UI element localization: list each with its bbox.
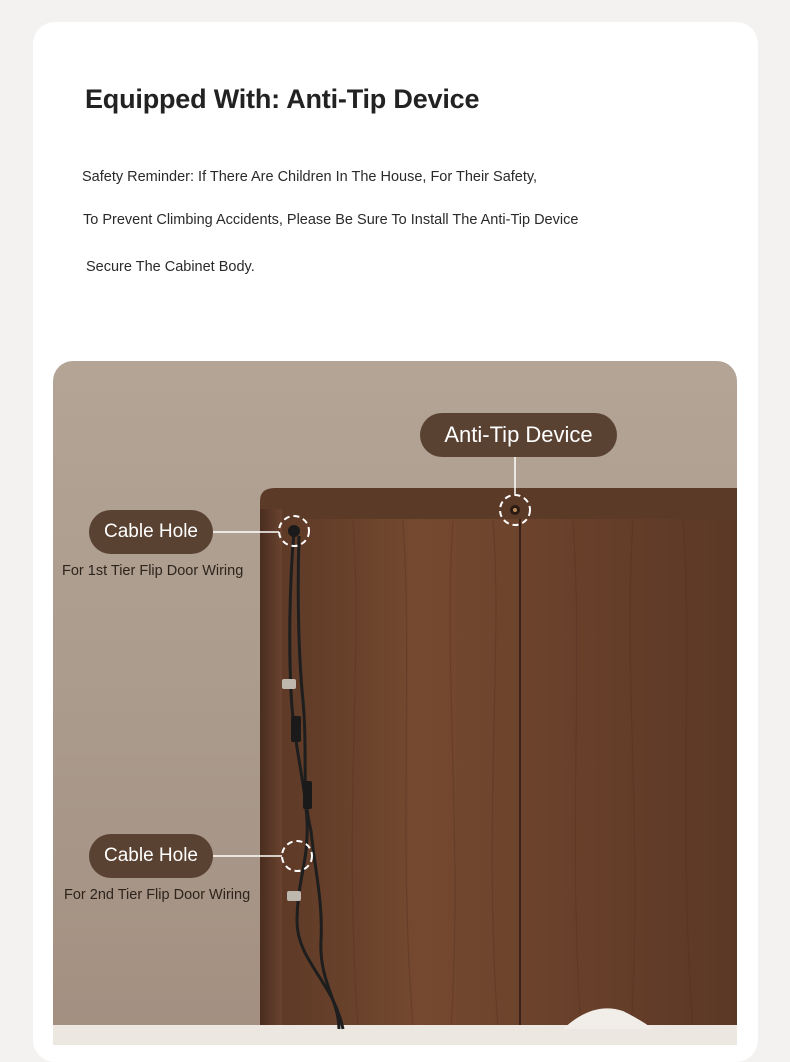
cable-clip: [287, 891, 301, 901]
safety-reminder-line-3: Secure The Cabinet Body.: [86, 259, 255, 275]
safety-reminder-line-1: Safety Reminder: If There Are Children In The House, For Their Safety,: [82, 169, 538, 185]
cabinet-side: [260, 509, 282, 1029]
cable-hole-1: [288, 525, 300, 537]
cable-connector: [291, 716, 301, 742]
product-photo: [53, 361, 737, 1045]
cable-hole-1-label: Cable Hole: [89, 510, 213, 554]
cabinet-illustration: [53, 361, 737, 1045]
cable-hole-2-note: For 2nd Tier Flip Door Wiring: [64, 887, 251, 903]
cable-clip: [282, 679, 296, 689]
cable-connector: [303, 781, 312, 809]
anti-tip-device-label: Anti-Tip Device: [420, 413, 617, 457]
cabinet-top: [260, 488, 737, 521]
page-title: Equipped With: Anti-Tip Device: [85, 84, 480, 114]
cable-hole-2-label: Cable Hole: [89, 834, 213, 878]
safety-reminder-line-2: To Prevent Climbing Accidents, Please Be Sure To Install The Anti-Tip Device: [83, 212, 579, 228]
cable-hole-1-note: For 1st Tier Flip Door Wiring: [62, 563, 244, 579]
cabinet-back: [282, 519, 737, 1029]
